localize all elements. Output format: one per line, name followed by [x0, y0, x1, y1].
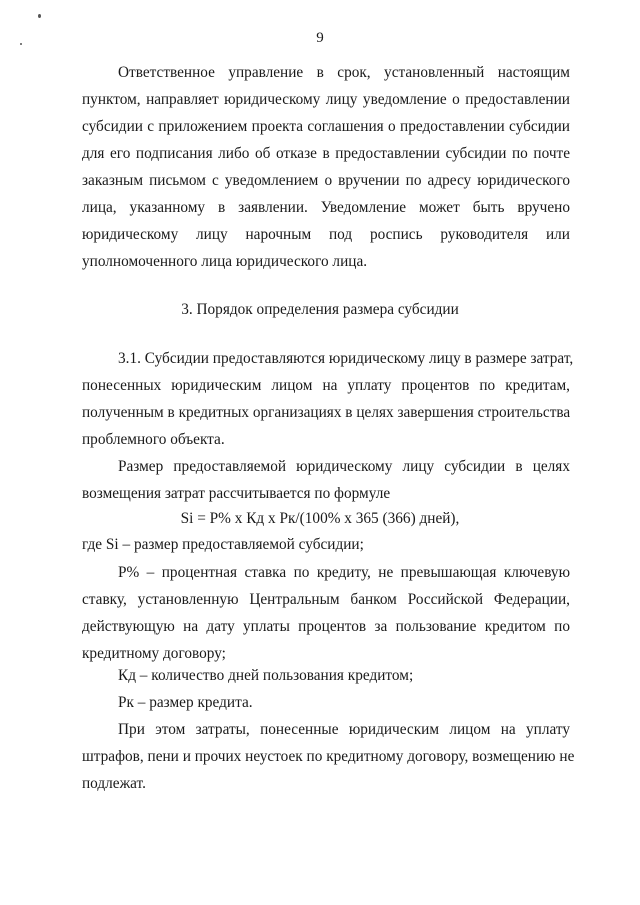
paragraph-line: кредитному договору;: [82, 645, 226, 662]
formula-definition: Кд – количество дней пользования кредитом;: [118, 667, 414, 684]
paragraph-line: действующую на дату уплаты процентов за пользование кредитом по: [82, 618, 570, 635]
paragraph-line: 3.1. Субсидии предоставляются юридическому лицу в размере затрат,: [118, 350, 574, 367]
paragraph-line: Размер предоставляемой юридическому лицу субсидии в целях: [118, 458, 570, 475]
paragraph-line: уполномоченного лица юридического лица.: [82, 253, 368, 270]
paragraph-line: P% – процентная ставка по кредиту, не превышающая ключевую: [118, 564, 570, 581]
paragraph-line: понесенных юридическим лицом на уплату процентов по кредитам,: [82, 377, 570, 394]
section-heading: 3. Порядок определения размера субсидии: [181, 301, 459, 318]
paragraph-line: ставку, установленную Центральным банком Российской Федерации,: [82, 591, 570, 608]
paragraph-line: Ответственное управление в срок, установленный настоящим: [118, 64, 570, 81]
paragraph-line: юридическому лицу нарочным под роспись руководителя или: [82, 226, 570, 243]
paragraph-line: проблемного объекта.: [82, 431, 225, 448]
paragraph-line: пунктом, направляет юридическому лицу уведомление о предоставлении: [82, 91, 570, 108]
scan-speck: [38, 14, 41, 18]
paragraph-line: возмещения затрат рассчитывается по формуле: [82, 485, 391, 502]
paragraph-line: подлежат.: [82, 775, 146, 792]
formula-definition: где Si – размер предоставляемой субсидии;: [82, 536, 364, 553]
paragraph-line: полученным в кредитных организациях в целях завершения строительства: [82, 404, 571, 421]
subsidy-formula: Si = P% x Кд x Рк/(100% x 365 (366) дней),: [180, 510, 460, 527]
formula-definition: Рк – размер кредита.: [118, 694, 253, 711]
paragraph-line: При этом затраты, понесенные юридическим лицом на уплату: [118, 721, 570, 738]
paragraph-line: для его подписания либо об отказе в предоставлении субсидии по почте: [82, 145, 570, 162]
paragraph-line: субсидии с приложением проекта соглашения о предоставлении субсидии: [82, 118, 570, 135]
paragraph-line: лица, указанному в заявлении. Уведомление может быть вручено: [82, 199, 570, 216]
paragraph-line: штрафов, пени и прочих неустоек по кредитному договору, возмещению не: [82, 748, 575, 765]
paragraph-line: заказным письмом с уведомлением о вручении по адресу юридического: [82, 172, 570, 189]
page-number: 9: [316, 30, 324, 46]
